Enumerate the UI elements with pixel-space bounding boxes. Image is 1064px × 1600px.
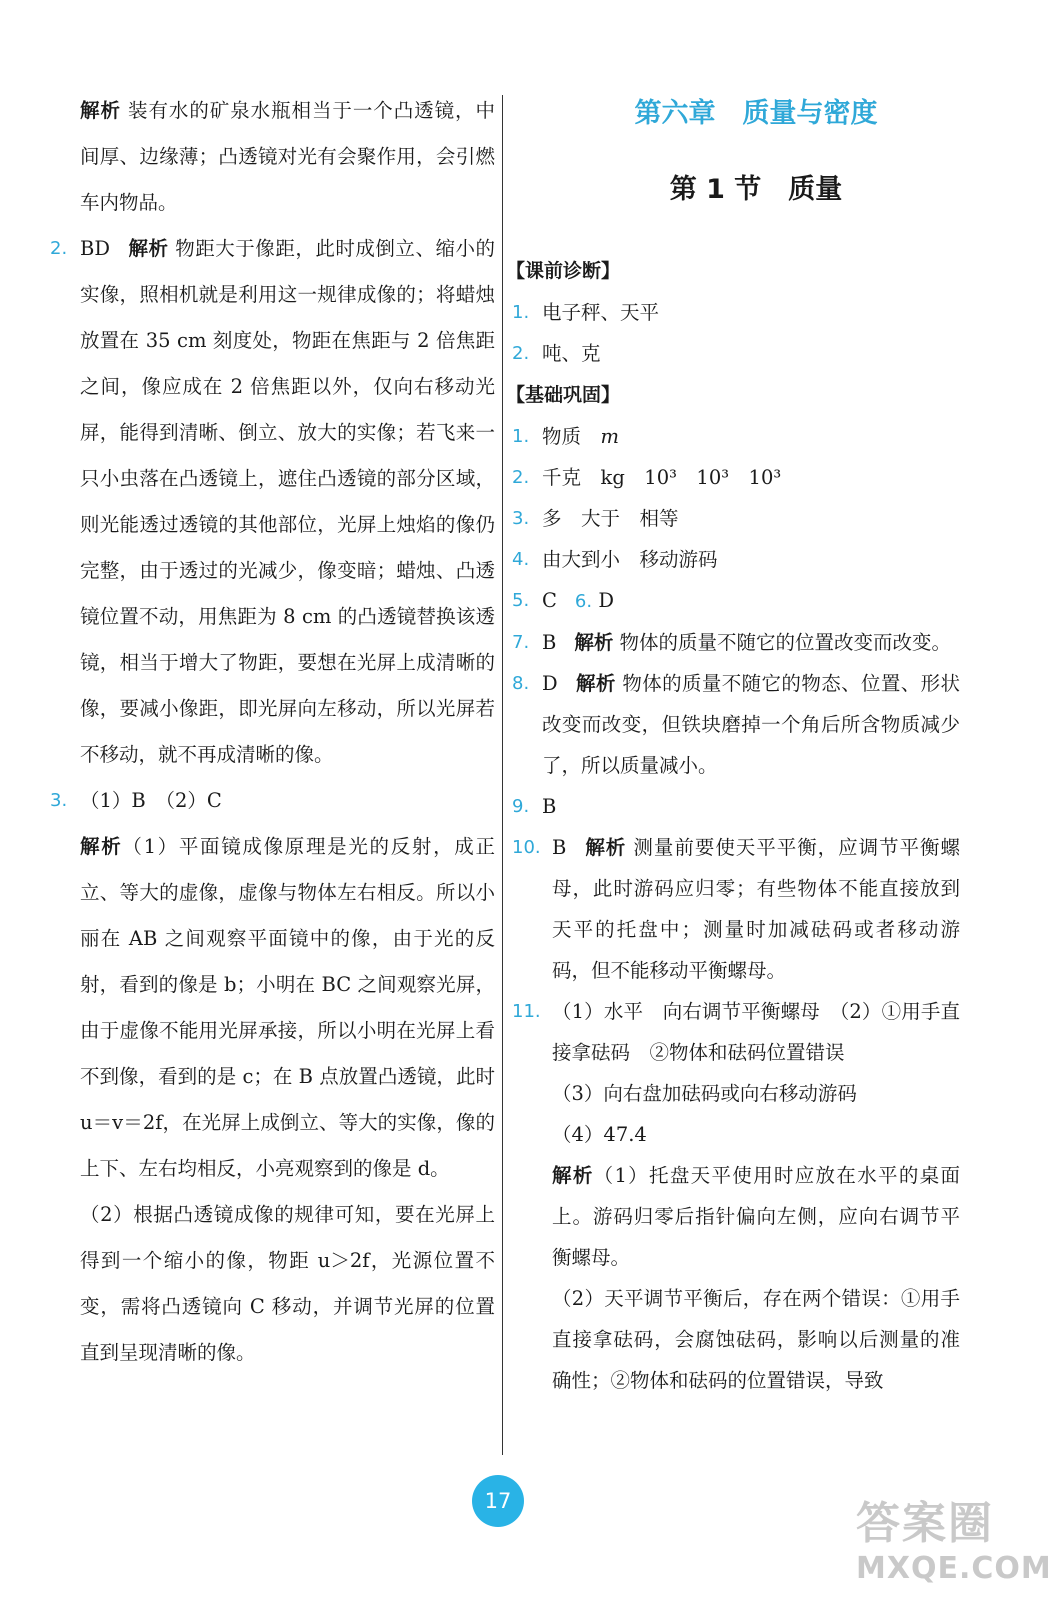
list-item: [512, 580, 960, 622]
list-item: [512, 457, 960, 498]
analysis-label: 解析: [552, 1164, 594, 1187]
item-number: 9.: [512, 796, 530, 817]
list-item: [512, 827, 960, 991]
list-item: [512, 333, 960, 374]
item-text: （3）向右盘加砝码或向右移动游码: [552, 1082, 857, 1105]
list-item: [512, 663, 960, 786]
analysis-text: 装有水的矿泉水瓶相当于一个凸透镜，中间厚、边缘薄；凸透镜对光有会聚作用，会引燃车内物品。: [80, 99, 495, 214]
list-item: [512, 292, 960, 333]
item-text: 多 大于 相等: [542, 507, 679, 530]
list-item: [512, 498, 960, 539]
item-text: B: [542, 795, 557, 818]
item-number: 5.: [512, 590, 530, 611]
left-column: [50, 88, 495, 1376]
watermark-url: MXQE.COM: [856, 1551, 1052, 1586]
item-text: （4）47.4: [552, 1123, 647, 1146]
analysis-label: 解析: [80, 99, 121, 122]
page-number: 17: [472, 1475, 524, 1527]
analysis-text: （1）托盘天平使用时应放在水平的桌面上。游码归零后指针偏向左侧，应向右调节平衡螺母。: [552, 1164, 960, 1269]
chapter-title: 第六章 质量与密度: [634, 98, 878, 129]
analysis-label: 解析: [80, 835, 123, 858]
sub-answer: [512, 1073, 960, 1114]
item-number: 11.: [512, 1001, 541, 1022]
item-text: C: [542, 589, 557, 612]
list-item: [512, 622, 960, 663]
heading-pre-diagnosis: 【课前诊断】: [506, 260, 621, 282]
item-text: 由大到小 移动游码: [542, 548, 718, 571]
sub-analysis: [512, 1278, 960, 1401]
question-number: 2.: [50, 238, 68, 259]
analysis-text: 物距大于像距，此时成倒立、缩小的实像，照相机就是利用这一规律成像的；将蜡烛放置在 35 cm 刻度处，物距在焦距与 2 倍焦距之间，像应成在 2 倍焦距以外，仅向右移动光屏，能得到清晰、倒立、放大的实像；若飞来一只小虫落在凸透镜上，遮住凸透镜的部分区域，则光能透过透镜的其他部位，光屏上烛焰的像仍完整，由于透过的光减少，像变暗；蜡烛、凸透镜位置不动，用焦距为 8 cm 的凸透镜替换该透镜，相当于增大了物距，要想在光屏上成清晰的像，要减小像距，即光屏向左移动，所以光屏若不移动，就不再成清晰的像。: [80, 237, 495, 766]
watermark-logo: 答案圈: [856, 1498, 994, 1549]
item-text: D: [598, 589, 614, 612]
list-item: [512, 786, 960, 827]
analysis-text: （1）平面镜成像原理是光的反射，成正立、等大的虚像，虚像与物体左右相反。所以小丽在 AB 之间观察平面镜中的像，由于光的反射，看到的像是 b；小明在 BC 之间观察光屏，由于虚像不能用光屏承接，所以小明在光屏上看不到像，看到的是 c；在 B 点放置凸透镜，此时 u＝v＝2f，在光屏上成倒立、等大的实像，像的上下、左右均相反，小亮观察到的像是 d。: [80, 835, 495, 1180]
item-number: 8.: [512, 673, 530, 694]
analysis-label: 解析: [127, 237, 169, 260]
analysis-text: （2）天平调节平衡后，存在两个错误：①用手直接拿砝码，会腐蚀砝码，影响以后测量的准确性；②物体和砝码的位置错误，导致: [552, 1287, 960, 1392]
item-number: 2.: [512, 467, 530, 488]
paragraph-q1-analysis: [50, 88, 495, 226]
question-number: 3.: [50, 790, 68, 811]
analysis-label: 解析: [584, 836, 627, 859]
item-number: 10.: [512, 837, 541, 858]
item-number: 1.: [512, 302, 530, 323]
list-item: [512, 539, 960, 580]
item-text: 物质: [542, 425, 601, 448]
item-number: 1.: [512, 426, 530, 447]
analysis-text: （2）根据凸透镜成像的规律可知，要在光屏上得到一个缩小的像，物距 u＞2f，光源位置不变，需将凸透镜向 C 移动，并调节光屏的位置直到呈现清晰的像。: [80, 1203, 495, 1364]
item-text: 吨、克: [542, 342, 601, 365]
answer: B: [542, 631, 557, 654]
section-title: 第 1 节 质量: [669, 174, 843, 205]
list-item: [512, 416, 960, 457]
answer: BD: [80, 237, 110, 260]
item-number: 2.: [512, 343, 530, 364]
right-column: [506, 88, 960, 1401]
sub-analysis: [512, 1155, 960, 1278]
analysis-text: 测量前要使天平平衡，应调节平衡螺母，此时游码应归零；有些物体不能直接放到天平的托盘中；测量时加减砝码或者移动游码，但不能移动平衡螺母。: [552, 836, 960, 982]
column-divider: [502, 95, 503, 1455]
answer: （1）B （2）C: [80, 789, 222, 812]
item-text: 千克 kg 10³ 10³ 10³: [542, 466, 782, 489]
analysis-label: 解析: [574, 631, 614, 654]
watermark: [856, 1487, 1052, 1586]
answer: D: [542, 672, 558, 695]
item-text: （1）水平 向右调节平衡螺母 （2）①用手直接拿砝码 ②物体和砝码位置错误: [552, 1000, 960, 1064]
item-number: 3.: [512, 508, 530, 529]
item-number: 7.: [512, 632, 530, 653]
answer: B: [552, 836, 567, 859]
item-number: 4.: [512, 549, 530, 570]
analysis-text: 物体的质量不随它的物态、位置、形状改变而改变，但铁块磨掉一个角后所含物质减少了，所以质量减小。: [542, 672, 960, 777]
question-2: [50, 226, 495, 778]
list-item: [512, 991, 960, 1073]
question-3: [50, 778, 495, 824]
question-3-analysis-1: [50, 824, 495, 1192]
question-3-analysis-2: [50, 1192, 495, 1376]
item-number: 6.: [574, 591, 593, 612]
mass-symbol: m: [600, 425, 620, 448]
sub-answer: [512, 1114, 960, 1155]
item-text: 电子秤、天平: [542, 301, 660, 324]
heading-basic-consolidation: 【基础巩固】: [506, 384, 621, 406]
analysis-label: 解析: [575, 672, 616, 695]
analysis-text: 物体的质量不随它的位置改变而改变。: [613, 631, 952, 654]
